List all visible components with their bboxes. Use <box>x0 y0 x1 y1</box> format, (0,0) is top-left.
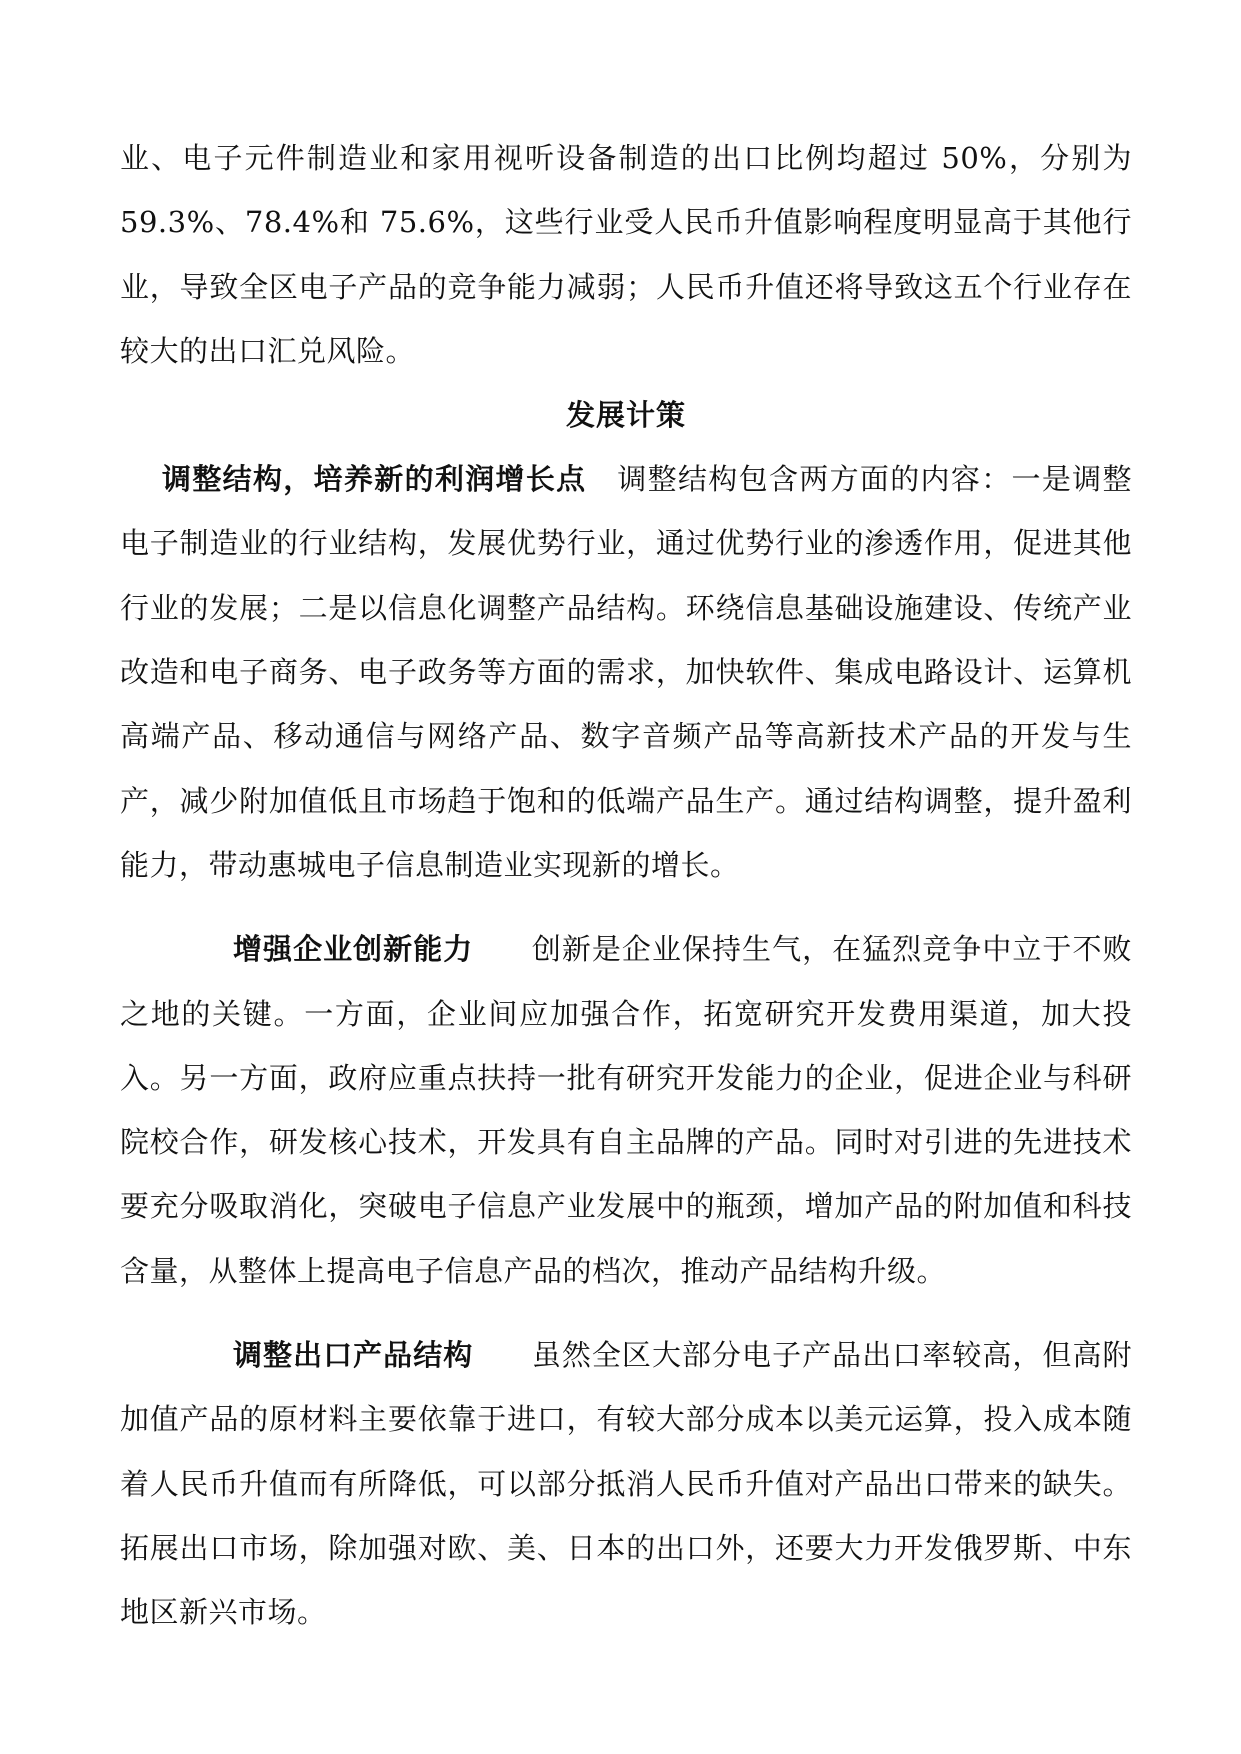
paragraph-export-structure <box>120 1323 1132 1644</box>
section-heading: 发展计策 <box>565 398 686 433</box>
paragraph-lead-innovation: 增强企业创新能力 <box>233 932 474 967</box>
paragraph-body-adjust-structure: 调整结构包含两方面的内容：一是调整电子制造业的行业结构，发展优势行业，通过优势行业的渗透作用，促进其他行业的发展；二是以信息化调整产品结构。环绕信息基础设施建设、传统产业改造和电子商务、电子政务等方面的需求，加快软件、集成电路设计、运算机高端产品、移动通信与网络产品、数字音频产品等高新技术产品的开发与生产，减少附加值低且市场趋于饱和的低端产品生产。通过结构调整，提升盈利能力，带动惠城电子信息制造业实现新的增长。 <box>120 462 1132 882</box>
intro-paragraph: 业、电子元件制造业和家用视听设备制造的出口比例均超过 50%，分别为 59.3%、78.4%和 75.6%，这些行业受人民币升值影响程度明显高于其他行业，导致全区电子产品的竞争能力减弱；人民币升值还将导致这五个行业存在较大的出口汇兑风险。 <box>120 141 1132 368</box>
paragraph-body-export-structure: 虽然全区大部分电子产品出口率较高，但高附加值产品的原材料主要依靠于进口，有较大部分成本以美元运算，投入成本随着人民币升值而有所降低，可以部分抵消人民币升值对产品出口带来的缺失。拓展出口市场，除加强对欧、美、日本的出口外，还要大力开发俄罗斯、中东地区新兴市场。 <box>120 1338 1132 1630</box>
paragraph-adjust-structure <box>120 447 1132 897</box>
document-page <box>120 126 1132 1645</box>
paragraph-lead-adjust-structure: 调整结构，培养新的利润增长点 <box>162 462 587 497</box>
paragraph-innovation <box>120 917 1132 1303</box>
paragraph-lead-export-structure: 调整出口产品结构 <box>233 1338 474 1373</box>
paragraph-body-innovation: 创新是企业保持生气，在猛烈竞争中立于不败之地的关键。一方面，企业间应加强合作，拓宽研究开发费用渠道，加大投入。另一方面，政府应重点扶持一批有研究开发能力的企业，促进企业与科研院校合作，研发核心技术，开发具有自主品牌的产品。同时对引进的先进技术要充分吸取消化，突破电子信息产业发展中的瓶颈，增加产品的附加值和科技含量，从整体上提高电子信息产品的档次，推动产品结构升级。 <box>120 932 1132 1288</box>
